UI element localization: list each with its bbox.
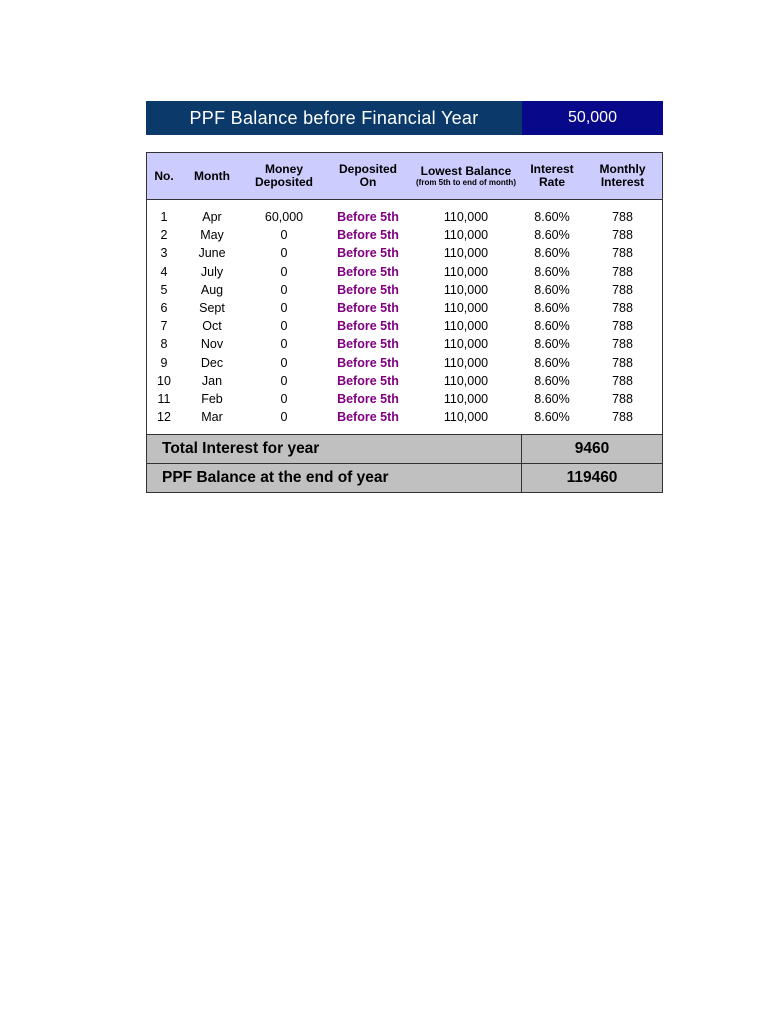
cell-month: Feb xyxy=(201,391,223,406)
cell-rate: 8.60% xyxy=(534,282,570,297)
cell-month: Sept xyxy=(199,301,225,316)
cell-deposited-on: Before 5th xyxy=(337,282,399,297)
cell-deposited-on: Before 5th xyxy=(337,337,399,352)
cell-money: 0 xyxy=(280,246,288,261)
cell-lowest-balance: 110,000 xyxy=(443,410,489,425)
cell-money: 0 xyxy=(280,337,288,352)
cell-money: 60,000 xyxy=(264,210,304,225)
cell-no: 8 xyxy=(160,337,168,352)
cell-month: Aug xyxy=(200,282,224,297)
table-body xyxy=(147,200,662,434)
cell-lowest-balance: 110,000 xyxy=(443,355,489,370)
end-balance-value: 119460 xyxy=(566,469,618,487)
cell-deposited-on: Before 5th xyxy=(337,355,399,370)
table-row xyxy=(147,244,662,262)
cell-deposited-on: Before 5th xyxy=(337,246,399,261)
table-row xyxy=(147,317,662,335)
header-deposited-line1: Deposited xyxy=(338,162,397,176)
cell-rate: 8.60% xyxy=(534,319,570,334)
cell-deposited-on: Before 5th xyxy=(337,410,399,425)
cell-money: 0 xyxy=(280,228,288,243)
cell-lowest-balance: 110,000 xyxy=(443,301,489,316)
cell-lowest-balance: 110,000 xyxy=(443,319,489,334)
table-row xyxy=(147,263,662,281)
table-row xyxy=(147,335,662,353)
header-interest-rate xyxy=(521,163,583,189)
table-row xyxy=(147,208,662,226)
cell-deposited-on: Before 5th xyxy=(337,210,399,225)
header-rate-line1: Interest xyxy=(530,162,574,176)
cell-month: Nov xyxy=(200,337,224,352)
cell-no: 1 xyxy=(160,210,168,225)
cell-rate: 8.60% xyxy=(534,246,570,261)
cell-deposited-on: Before 5th xyxy=(337,373,399,388)
cell-month: June xyxy=(198,246,226,261)
cell-rate: 8.60% xyxy=(534,391,570,406)
cell-no: 10 xyxy=(157,373,171,388)
header-lowest-line1: Lowest Balance xyxy=(420,164,512,178)
cell-monthly-interest: 788 xyxy=(612,246,633,261)
cell-monthly-interest: 788 xyxy=(612,319,633,334)
cell-month: Dec xyxy=(200,355,224,370)
cell-rate: 8.60% xyxy=(534,410,570,425)
cell-no: 4 xyxy=(160,264,168,279)
opening-balance-label: PPF Balance before Financial Year xyxy=(146,101,522,135)
header-deposited-on xyxy=(325,163,411,189)
cell-monthly-interest: 788 xyxy=(612,337,633,352)
cell-money: 0 xyxy=(280,319,288,334)
cell-monthly-interest: 788 xyxy=(612,301,633,316)
cell-no: 2 xyxy=(160,228,168,243)
total-interest-row xyxy=(147,434,662,463)
end-balance-label: PPF Balance at the end of year xyxy=(147,464,522,492)
header-month: Month xyxy=(194,168,230,183)
cell-lowest-balance: 110,000 xyxy=(443,264,489,279)
table-row xyxy=(147,281,662,299)
cell-lowest-balance: 110,000 xyxy=(443,210,489,225)
header-lowest-balance xyxy=(411,165,521,187)
header-money-line2: Deposited xyxy=(254,175,313,189)
header-money-line1: Money xyxy=(264,162,303,176)
header-monthly-interest xyxy=(583,163,662,189)
cell-no: 11 xyxy=(157,391,171,406)
cell-month: Mar xyxy=(201,410,223,425)
cell-lowest-balance: 110,000 xyxy=(443,391,489,406)
header-money-deposited xyxy=(243,163,325,189)
table-row xyxy=(147,354,662,372)
cell-rate: 8.60% xyxy=(534,355,570,370)
cell-lowest-balance: 110,000 xyxy=(443,282,489,297)
cell-deposited-on: Before 5th xyxy=(337,301,399,316)
table-header xyxy=(147,153,662,200)
cell-month: Oct xyxy=(202,319,222,334)
header-monthly-line1: Monthly xyxy=(599,162,646,176)
cell-monthly-interest: 788 xyxy=(612,391,633,406)
table-row xyxy=(147,408,662,426)
cell-money: 0 xyxy=(280,264,288,279)
header-rate-line2: Rate xyxy=(538,175,565,189)
cell-no: 9 xyxy=(160,355,168,370)
cell-no: 6 xyxy=(160,301,168,316)
cell-deposited-on: Before 5th xyxy=(337,391,399,406)
cell-money: 0 xyxy=(280,373,288,388)
cell-month: Apr xyxy=(202,210,222,225)
cell-no: 3 xyxy=(160,246,168,261)
cell-month: May xyxy=(200,228,224,243)
cell-money: 0 xyxy=(280,391,288,406)
cell-monthly-interest: 788 xyxy=(612,210,633,225)
cell-no: 7 xyxy=(160,319,168,334)
cell-deposited-on: Before 5th xyxy=(337,264,399,279)
header-monthly-line2: Interest xyxy=(600,175,645,189)
cell-no: 12 xyxy=(157,410,171,425)
cell-monthly-interest: 788 xyxy=(612,264,633,279)
cell-no: 5 xyxy=(160,282,168,297)
cell-lowest-balance: 110,000 xyxy=(443,373,489,388)
opening-balance-value: 50,000 xyxy=(522,101,663,135)
header-deposited-line2: On xyxy=(359,175,377,189)
ppf-opening-banner xyxy=(146,101,663,135)
cell-money: 0 xyxy=(280,410,288,425)
table-row xyxy=(147,226,662,244)
cell-rate: 8.60% xyxy=(534,337,570,352)
cell-lowest-balance: 110,000 xyxy=(443,246,489,261)
cell-rate: 8.60% xyxy=(534,301,570,316)
cell-monthly-interest: 788 xyxy=(612,355,633,370)
cell-monthly-interest: 788 xyxy=(612,228,633,243)
cell-rate: 8.60% xyxy=(534,228,570,243)
cell-monthly-interest: 788 xyxy=(612,410,633,425)
total-interest-label: Total Interest for year xyxy=(147,435,522,463)
cell-rate: 8.60% xyxy=(534,264,570,279)
cell-deposited-on: Before 5th xyxy=(337,319,399,334)
end-balance-row xyxy=(147,463,662,492)
total-interest-value: 9460 xyxy=(574,440,610,458)
cell-money: 0 xyxy=(280,282,288,297)
ppf-interest-table xyxy=(146,152,663,493)
cell-rate: 8.60% xyxy=(534,210,570,225)
cell-month: July xyxy=(200,264,224,279)
table-row xyxy=(147,390,662,408)
cell-monthly-interest: 788 xyxy=(612,282,633,297)
cell-lowest-balance: 110,000 xyxy=(443,337,489,352)
cell-monthly-interest: 788 xyxy=(612,373,633,388)
header-no: No. xyxy=(154,168,174,183)
cell-lowest-balance: 110,000 xyxy=(443,228,489,243)
cell-month: Jan xyxy=(201,373,223,388)
cell-money: 0 xyxy=(280,355,288,370)
cell-deposited-on: Before 5th xyxy=(337,228,399,243)
cell-rate: 8.60% xyxy=(534,373,570,388)
table-row xyxy=(147,299,662,317)
table-row xyxy=(147,372,662,390)
header-lowest-note: (from 5th to end of month) xyxy=(416,178,516,187)
cell-money: 0 xyxy=(280,301,288,316)
